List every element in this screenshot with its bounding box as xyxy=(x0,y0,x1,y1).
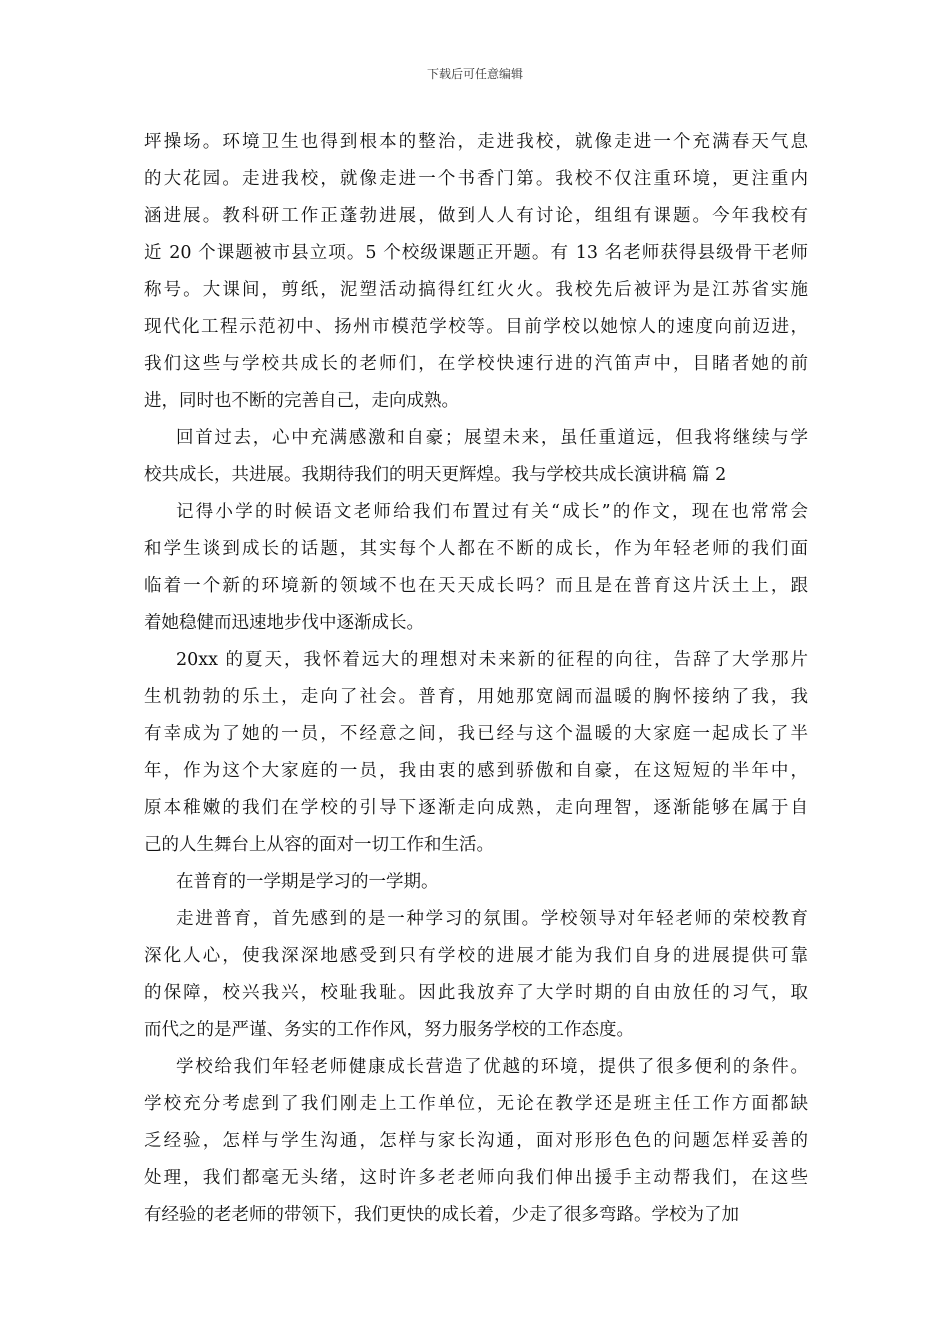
text-line: 着她稳健而迅速地步伐中逐渐成长。 xyxy=(144,613,424,633)
page-header-note: 下载后可任意编辑 xyxy=(426,67,523,81)
text-line: 进，同时也不断的完善自己，走向成熟。 xyxy=(144,391,459,411)
text-line: 涵进展。教科研工作正蓬勃进展，做到人人有讨论，组组有课题。今年我校有 xyxy=(144,206,808,226)
paragraph xyxy=(144,494,808,642)
text-line: 近 20 个课题被市县立项。5 个校级课题正开题。有 13 名老师获得县级骨干老师 xyxy=(144,243,808,263)
text-line: 记得小学的时候语文老师给我们布置过有关“成长”的作文，现在也常常会 xyxy=(176,502,808,522)
text-line: 和学生谈到成长的话题，其实每个人都在不断的成长，作为年轻老师的我们面 xyxy=(144,539,808,559)
text-line: 20xx 的夏天，我怀着远大的理想对未来新的征程的向往，告辞了大学那片 xyxy=(176,650,808,670)
text-line: 原本稚嫩的我们在学校的引导下逐渐走向成熟，走向理智，逐渐能够在属于自 xyxy=(144,798,808,818)
text-line: 处理，我们都毫无头绪，这时许多老老师向我们伸出援手主动帮我们，在这些 xyxy=(144,1168,808,1188)
paragraph xyxy=(144,420,808,494)
text-line: 有幸成为了她的一员，不经意之间，我已经与这个温暖的大家庭一起成长了半 xyxy=(144,724,808,744)
text-line: 在普育的一学期是学习的一学期。 xyxy=(176,872,439,892)
paragraph xyxy=(144,1049,808,1234)
text-line: 学校给我们年轻老师健康成长营造了优越的环境，提供了很多便利的条件。 xyxy=(176,1057,808,1077)
text-line: 走进普育，首先感到的是一种学习的氛围。学校领导对年轻老师的荣校教育 xyxy=(176,909,808,929)
text-line: 而代之的是严谨、务实的工作作风，努力服务学校的工作态度。 xyxy=(144,1020,634,1040)
text-line: 的保障，校兴我兴，校耻我耻。因此我放弃了大学时期的自由放任的习气，取 xyxy=(144,983,808,1003)
text-line: 乏经验，怎样与学生沟通，怎样与家长沟通，面对形形色色的问题怎样妥善的 xyxy=(144,1131,808,1151)
text-line: 生机勃勃的乐土，走向了社会。普育，用她那宽阔而温暖的胸怀接纳了我，我 xyxy=(144,687,808,707)
text-line: 校共成长，共进展。我期待我们的明天更辉煌。我与学校共成长演讲稿 篇 2 xyxy=(144,465,727,485)
text-line: 我们这些与学校共成长的老师们，在学校快速行进的汽笛声中，目睹者她的前 xyxy=(144,354,808,374)
text-line: 己的人生舞台上从容的面对一切工作和生活。 xyxy=(144,835,494,855)
text-line: 回首过去，心中充满感激和自豪；展望未来，虽任重道远，但我将继续与学 xyxy=(176,428,808,448)
paragraph xyxy=(144,864,808,901)
paragraph xyxy=(144,124,808,420)
paragraph xyxy=(144,901,808,1049)
text-line: 学校充分考虑到了我们刚走上工作单位，无论在教学还是班主任工作方面都缺 xyxy=(144,1094,808,1114)
document-body xyxy=(144,124,808,1234)
text-line: 年，作为这个大家庭的一员，我由衷的感到骄傲和自豪，在这短短的半年中， xyxy=(144,761,808,781)
text-line: 坪操场。环境卫生也得到根本的整治，走进我校，就像走进一个充满春天气息 xyxy=(144,132,808,152)
paragraph xyxy=(144,642,808,864)
text-line: 有经验的老老师的带领下，我们更快的成长着，少走了很多弯路。学校为了加 xyxy=(144,1205,739,1225)
text-line: 现代化工程示范初中、扬州市模范学校等。目前学校以她惊人的速度向前迈进， xyxy=(144,317,808,337)
text-line: 的大花园。走进我校，就像走进一个书香门第。我校不仅注重环境，更注重内 xyxy=(144,169,808,189)
text-line: 深化人心，使我深深地感受到只有学校的进展才能为我们自身的进展提供可靠 xyxy=(144,946,808,966)
text-line: 称号。大课间，剪纸，泥塑活动搞得红红火火。我校先后被评为是江苏省实施 xyxy=(144,280,808,300)
text-line: 临着一个新的环境新的领域不也在天天成长吗？而且是在普育这片沃土上，跟 xyxy=(144,576,808,596)
